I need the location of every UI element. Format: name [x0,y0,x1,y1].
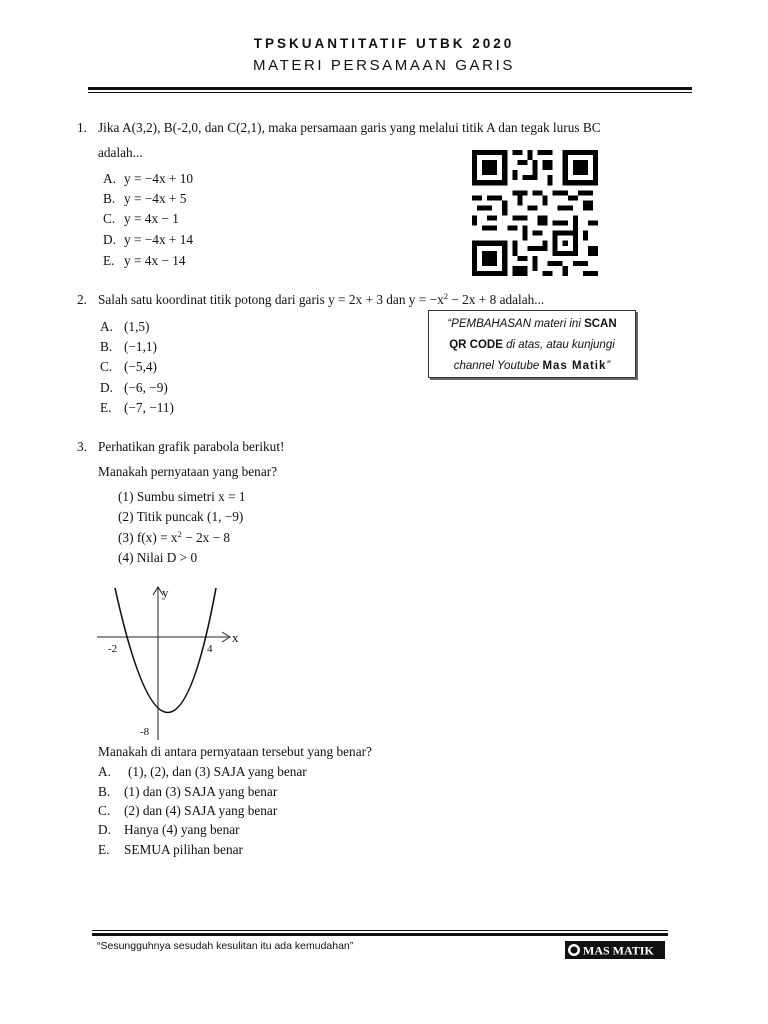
x-intercept-neg2-label: -2 [108,643,118,655]
footer-rule-thin [92,930,668,931]
y-intercept-neg8-label: -8 [140,726,150,738]
note-scan: SCAN [584,318,617,330]
q1-number: 1. [77,120,87,135]
q1-option-e: y = 4x − 14 [124,253,186,268]
q3-statement-3a: (3) f(x) = x [118,530,178,545]
q3-statement-4: (4) Nilai D > 0 [118,550,198,565]
q2-option-c: (−5,4) [124,359,157,374]
q2-option-d-letter: D. [100,380,113,395]
q3-option-a: (1), (2), dan (3) SAJA yang benar [128,764,307,779]
x-intercept-4-label: 4 [207,643,213,655]
note-text-2: di atas, atau kunjungi [502,339,615,351]
q3-option-b-letter: B. [98,784,111,799]
q3-prompt: Manakah pernyataan yang benar? [98,464,278,479]
note-line-2 [429,335,635,356]
q2-number: 2. [77,292,87,307]
header-rule-thin [88,92,692,93]
q2-option-e-letter: E. [100,400,112,415]
y-axis-label: y [162,585,169,600]
q2-text-b: − 2x + 8 adalah... [448,292,545,307]
q3-statement-3-sup: 2 [177,529,182,539]
q2-option-b: (−1,1) [124,339,157,354]
q3-statement-2: (2) Titik puncak (1, −9) [118,509,244,524]
q2-option-e: (−7, −11) [124,400,174,415]
q3-instruction: Perhatikan grafik parabola berikut! [98,439,285,454]
q2-superscript: 2 [443,291,449,301]
q1-option-c-letter: C. [103,211,116,226]
note-text-3: channel Youtube [453,360,543,372]
q1-option-a-letter: A. [103,171,116,186]
header-rule-thick [88,87,692,90]
q2-option-a: (1,5) [124,319,150,334]
q1-option-b: y = −4x + 5 [124,191,187,206]
note-text-4: ” [606,360,611,372]
brand-name: MAS MATIK [583,943,654,958]
mas-matik-logo [565,941,665,959]
q1-option-c: y = 4x − 1 [124,211,179,226]
q3-option-c: (2) dan (4) SAJA yang benar [124,803,278,818]
q1-option-a: y = −4x + 10 [124,171,194,186]
note-qr-code: QR CODE [449,339,503,351]
q3-option-a-letter: A. [98,764,111,779]
q2-option-b-letter: B. [100,339,113,354]
qr-code-image[interactable] [472,150,598,276]
q3-number: 3. [77,439,87,454]
note-line-3 [429,356,635,377]
q2-option-d: (−6, −9) [124,380,168,395]
q1-option-b-letter: B. [103,191,116,206]
q1-option-d: y = −4x + 14 [124,232,194,247]
document-title: TPSKUANTITATIF UTBK 2020 [253,36,515,51]
q1-text-cont: adalah... [98,145,143,160]
q3-option-e-letter: E. [98,842,110,857]
q3-option-b: (1) dan (3) SAJA yang benar [124,784,278,799]
q3-statement-3 [118,530,230,546]
q3-option-e: SEMUA pilihan benar [124,842,243,857]
q3-question: Manakah di antara pernyataan tersebut yang benar? [98,744,372,759]
q3-option-d: Hanya (4) yang benar [124,822,240,837]
q1-text: Jika A(3,2), B(-2,0, dan C(2,1), maka persamaan garis yang melalui titik A dan tegak lurus BC [98,120,601,135]
q2-text-a: Salah satu koordinat titik potong dari garis y = 2x + 3 dan y = −x [98,292,444,307]
q3-option-c-letter: C. [98,803,111,818]
q1-option-e-letter: E. [103,253,115,268]
q2-option-c-letter: C. [100,359,113,374]
note-channel-name: Mas Matik [542,360,607,372]
footer-quote: “Sesungguhnya sesudah kesulitan itu ada kemudahan” [97,940,354,952]
q2-text [98,292,544,308]
q1-option-d-letter: D. [103,232,116,247]
note-line-1 [429,314,635,335]
q2-option-a-letter: A. [100,319,113,334]
qr-note-box [428,310,636,378]
document-subtitle: MATERI PERSAMAAN GARIS [253,57,515,74]
x-axis-label: x [232,630,239,645]
q3-option-d-letter: D. [98,822,111,837]
q3-statement-1: (1) Sumbu simetri x = 1 [118,489,246,504]
q3-statement-3b: − 2x − 8 [181,530,231,545]
note-text-1: “PEMBAHASAN materi ini [447,318,585,330]
parabola-graph [92,583,242,743]
footer-rule-thick [92,933,668,936]
